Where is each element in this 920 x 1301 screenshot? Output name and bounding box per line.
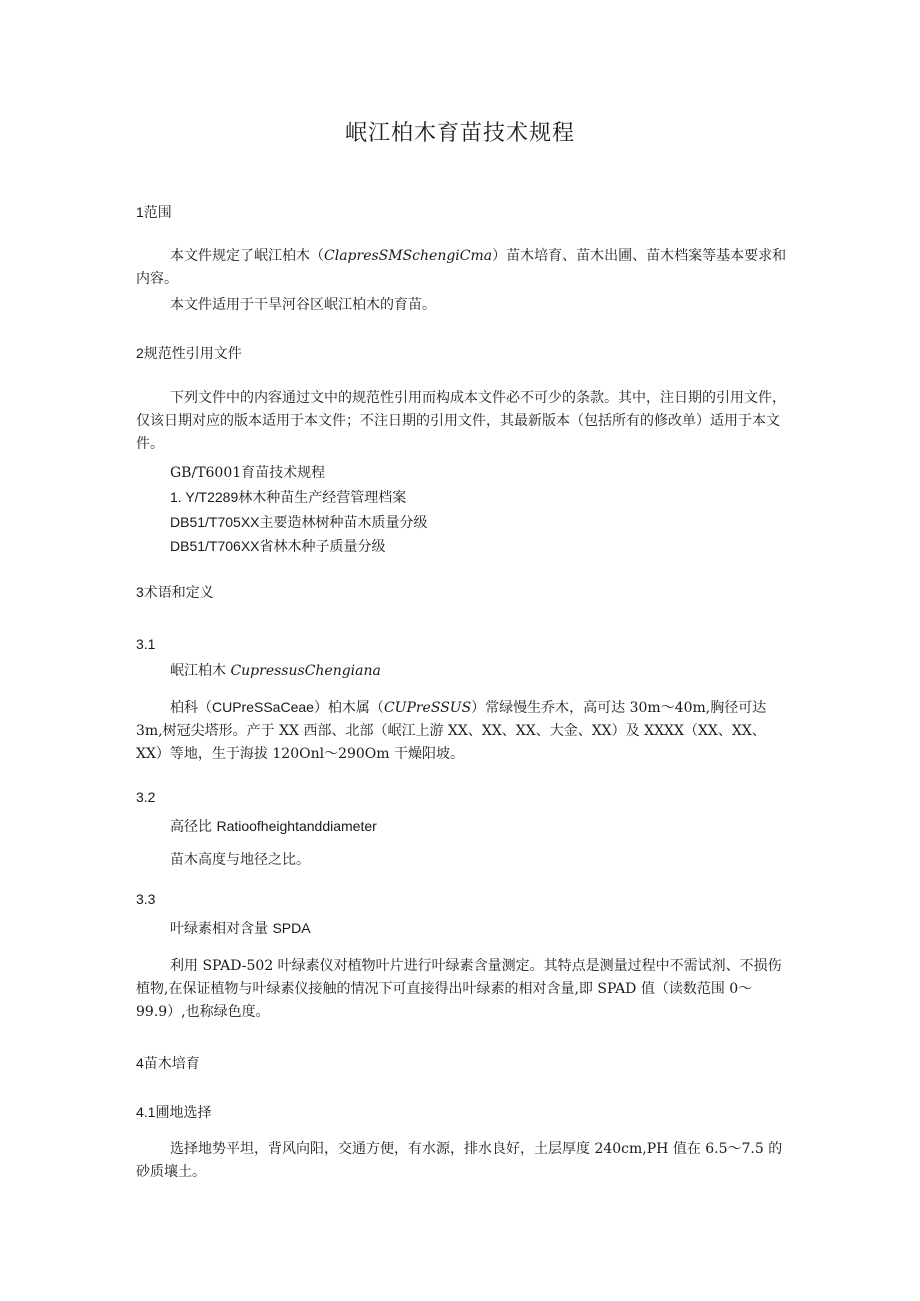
section-1-heading: 1范围 — [136, 204, 172, 220]
term-title: 岷江柏木 CupressusChengiana — [170, 663, 381, 679]
term-latin-name: CupressusChengiana — [230, 663, 381, 679]
subsection-heading: 4.1圃地选择 — [136, 1104, 212, 1120]
reference-item: DB51/T705XX主要造林树种苗木质量分级 — [170, 514, 428, 531]
section-2-paragraph: 下列文件中的内容通过文中的规范性引用而构成本文件必不可少的条款。其中，注日期的引用文件，仅该日期对应的版本适用于本文件；不注日期的引用文件，其最新版本（包括所有的修改单）适用于本文件。 — [136, 390, 786, 452]
section-1-paragraph-2: 本文件适用于干旱河谷区岷江柏木的育苗。 — [170, 297, 436, 313]
reference-item: GB/T6001育苗技术规程 — [170, 465, 326, 481]
term-title: 叶绿素相对含量 SPDA — [170, 920, 311, 937]
reference-item: DB51/T706XX省林木种子质量分级 — [170, 538, 386, 555]
term-definition: 柏科（CUPreSSaCeae）柏木属（CUPreSSUS）常绿慢生乔木，高可达 30m～40m,胸径可达 3m,树冠尖塔形。产于 XX 西部、北部（岷江上游 XX、XX、XX、大金、XX）及 XXXX（XX、XX、XX）等地，生于海拔 120Onl～290Om 干燥阳坡。 — [136, 699, 767, 762]
term-definition: 利用 SPAD-502 叶绿素仪对植物叶片进行叶绿素含量测定。其特点是测量过程中不需试剂、不损伤植物,在保证植物与叶绿素仪接触的情况下可直接得出叶绿素的相对含量,即 SPAD 值（读数范围 0～99.9）,也称绿色度。 — [136, 958, 782, 1020]
term-definition: 苗木高度与地径之比。 — [170, 852, 310, 868]
term-number: 3.1 — [136, 636, 156, 652]
latin-name: ClapresSMSchengiCma — [324, 248, 493, 264]
term-title: 高径比 Ratioofheightanddiameter — [170, 818, 377, 835]
section-2-heading: 2规范性引用文件 — [136, 345, 242, 361]
section-3-heading: 3术语和定义 — [136, 584, 214, 600]
section-4-heading: 4苗木培育 — [136, 1055, 200, 1071]
reference-item: 1. Y/T2289林木种苗生产经营管理档案 — [170, 489, 407, 506]
document-title: 岷江柏木育苗技术规程 — [344, 121, 575, 146]
section-1-paragraph-1: 本文件规定了岷江柏木（ClapresSMSchengiCma）苗木培育、苗木出圃、苗木档案等基本要求和内容。 — [136, 248, 787, 287]
term-number: 3.2 — [136, 789, 156, 805]
term-number: 3.3 — [136, 891, 156, 907]
section-4-paragraph: 选择地势平坦，背风向阳，交通方便，有水源，排水良好，土层厚度 240cm,PH 值在 6.5～7.5 的砂质壤土。 — [136, 1141, 783, 1180]
